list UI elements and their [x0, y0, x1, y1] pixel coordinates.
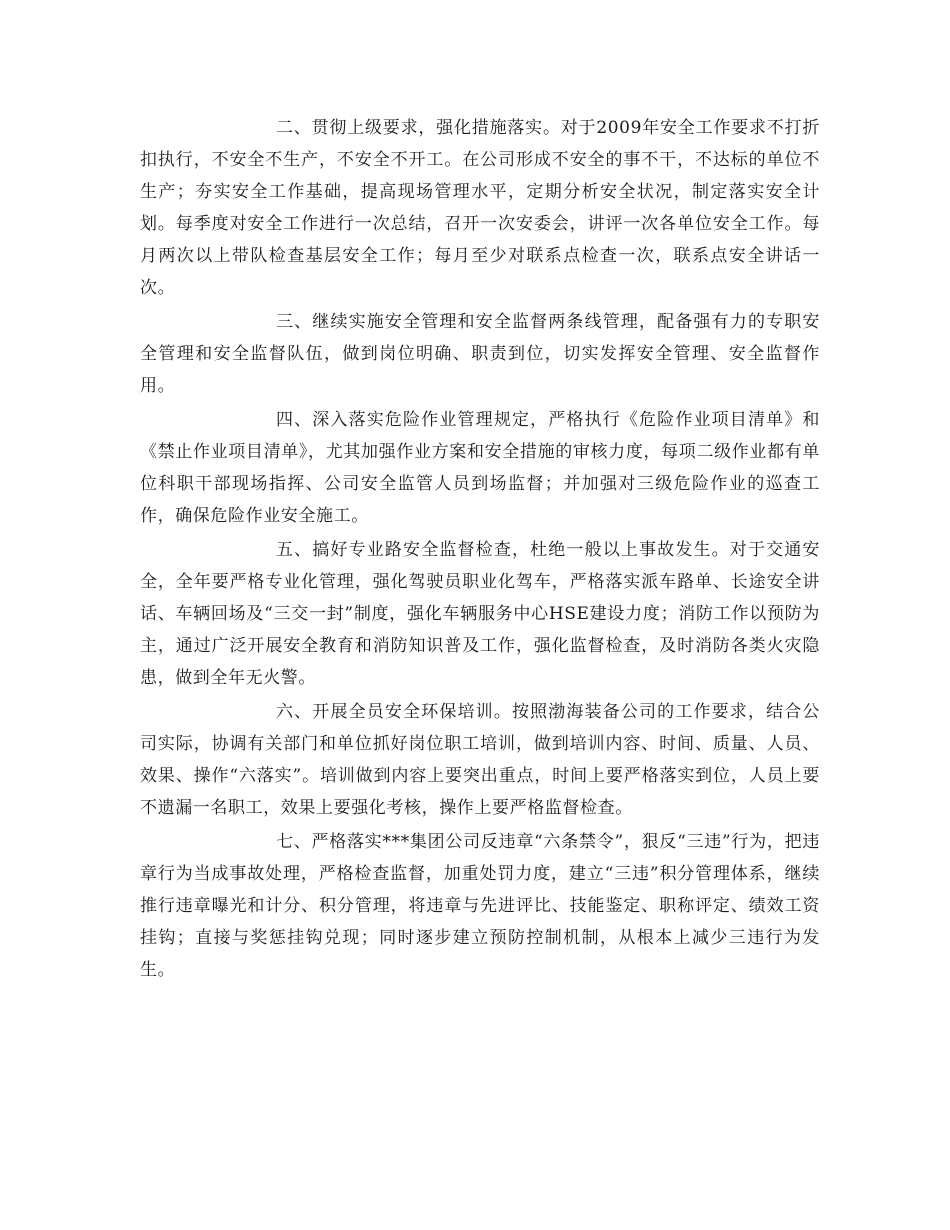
paragraph-7: 七、严格落实***集团公司反违章“六条禁令”，狠反“三违”行为，把违章行为当成事故处理，严格检查监督，加重处罚力度，建立“三违”积分管理体系，继续推行违章曝光和计分、积分管理，将违章与先进评比、技能鉴定、职称评定、绩效工资挂钩；直接与奖惩挂钩兑现；同时逐步建立预防控制机制，从根本上减少三违行为发生。: [140, 832, 820, 980]
paragraph-3: 三、继续实施安全管理和安全监督两条线管理，配备强有力的专职安全管理和安全监督队伍，做到岗位明确、职责到位，切实发挥安全管理、安全监督作用。: [140, 312, 820, 396]
paragraph-4: 四、深入落实危险作业管理规定，严格执行《危险作业项目清单》和《禁止作业项目清单》，尤其加强作业方案和安全措施的审核力度，每项二级作业都有单位科职干部现场指挥、公司安全监管人员到场监督；并加强对三级危险作业的巡查工作，确保危险作业安全施工。: [140, 410, 820, 526]
paragraph-6: 六、开展全员安全环保培训。按照渤海装备公司的工作要求，结合公司实际，协调有关部门和单位抓好岗位职工培训，做到培训内容、时间、质量、人员、效果、操作“六落实”。培训做到内容上要突出重点，时间上要严格落实到位，人员上要不遗漏一名职工，效果上要强化考核，操作上要严格监督检查。: [140, 702, 820, 818]
paragraph-2: 二、贯彻上级要求，强化措施落实。对于2009年安全工作要求不打折扣执行，不安全不生产，不安全不开工。在公司形成不安全的事不干，不达标的单位不生产；夯实安全工作基础，提高现场管理水平，定期分析安全状况，制定落实安全计划。每季度对安全工作进行一次总结，召开一次安委会，讲评一次各单位安全工作。每月两次以上带队检查基层安全工作；每月至少对联系点检查一次，联系点安全讲话一次。: [140, 118, 820, 298]
paragraph-5: 五、搞好专业路安全监督检查，杜绝一般以上事故发生。对于交通安全，全年要严格专业化管理，强化驾驶员职业化驾车，严格落实派车路单、长途安全讲话、车辆回场及“三交一封”制度，强化车辆服务中心HSE建设力度；消防工作以预防为主，通过广泛开展安全教育和消防知识普及工作，强化监督检查，及时消防各类火灾隐患，做到全年无火警。: [140, 540, 820, 688]
document-body: [140, 112, 820, 988]
